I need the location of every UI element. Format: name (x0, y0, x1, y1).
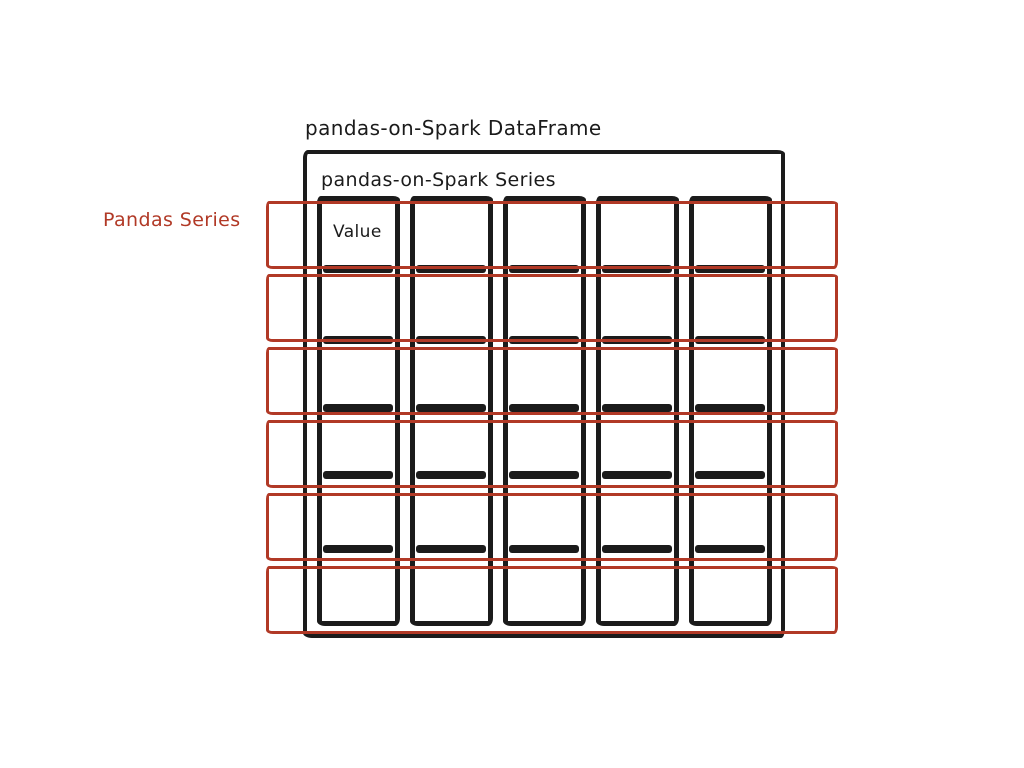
spark-series-label: pandas-on-Spark Series (321, 169, 556, 191)
dataframe-title: pandas-on-Spark DataFrame (305, 116, 602, 140)
pandas-series-row (266, 493, 838, 561)
pandas-series-row (266, 566, 838, 634)
pandas-series-row (266, 274, 838, 342)
pandas-series-row (266, 201, 838, 269)
pandas-series-row (266, 347, 838, 415)
pandas-series-label: Pandas Series (103, 209, 241, 231)
pandas-series-row (266, 420, 838, 488)
value-label: Value (333, 222, 382, 242)
